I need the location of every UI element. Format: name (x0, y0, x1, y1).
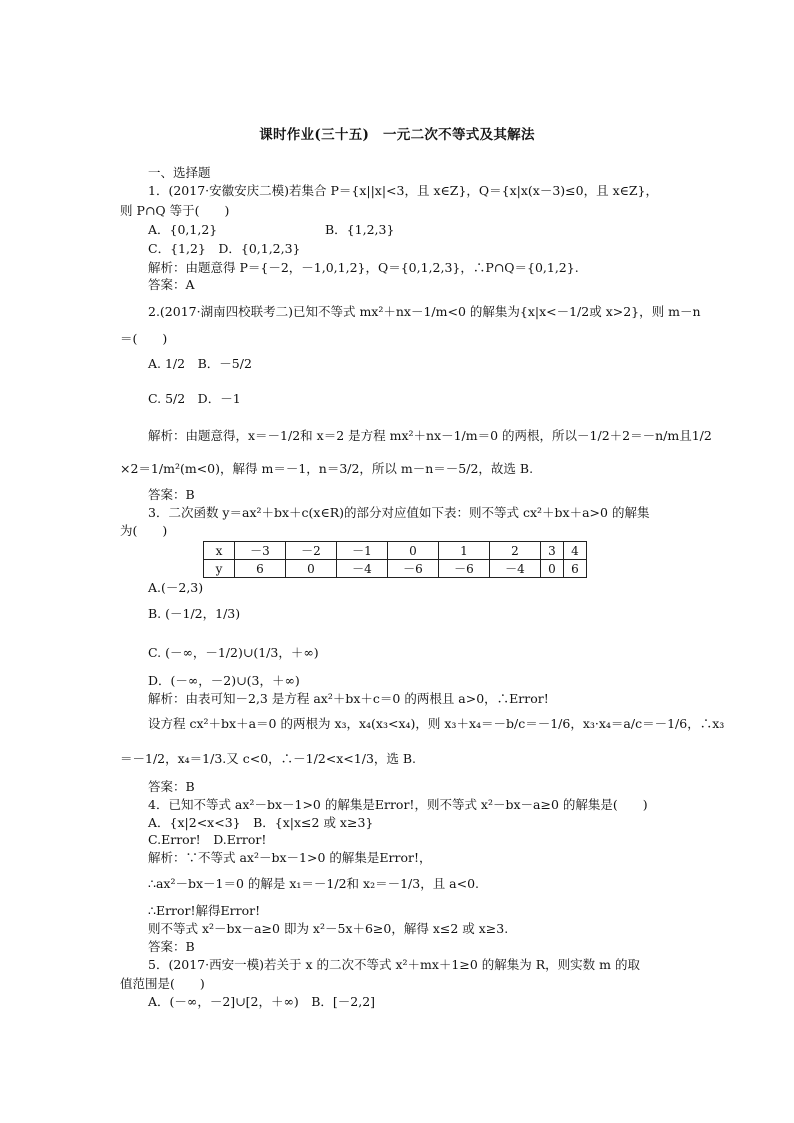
q3-analysis-2: 设方程 cx²＋bx＋a＝0 的两根为 x₃，x₄(x₃<x₄)，则 x₃＋x₄＝－b/c＝－1/6，x₃·x₄＝a/c＝－1/6，∴x₃ (148, 716, 725, 731)
q1-option-cd: C．{1,2} D．{0,1,2,3} (148, 241, 301, 256)
q3-option-c: C. (－∞，－1/2)∪(1/3，＋∞) (148, 645, 319, 660)
table-cell: 4 (564, 542, 587, 560)
table-cell: 0 (541, 560, 564, 578)
q3-value-table (203, 541, 587, 578)
q4-analysis-3: ∴Error!解得Error! (148, 903, 261, 918)
table-cell: －3 (235, 542, 286, 560)
table-cell: －1 (337, 542, 388, 560)
q3-analysis-3: ＝－1/2，x₄＝1/3.又 c<0，∴－1/2<x<1/3，选 B. (120, 751, 417, 766)
q5-stem-cont: 值范围是( ) (120, 976, 205, 991)
section-heading: 一、选择题 (148, 165, 211, 180)
x-header-cell: x (204, 542, 235, 560)
table-cell: 3 (541, 542, 564, 560)
table-cell: －4 (337, 560, 388, 578)
page-title: 课时作业(三十五) 一元二次不等式及其解法 (259, 127, 535, 143)
q3-option-d: D．(－∞，－2)∪(3，＋∞) (148, 673, 300, 688)
q3-analysis: 解析：由表可知－2,3 是方程 ax²＋bx＋c＝0 的两根且 a>0，∴Error! (148, 691, 549, 706)
q3-stem-cont: 为( ) (120, 523, 168, 538)
q1-stem-cont: 则 P∩Q 等于( ) (120, 203, 230, 218)
table-cell: 1 (439, 542, 490, 560)
q3-option-a: A.(－2,3) (148, 580, 204, 595)
y-header-cell: y (204, 560, 235, 578)
q4-option-cd: C.Error! D.Error! (148, 832, 267, 847)
q3-option-b: B. (－1/2，1/3) (148, 606, 241, 621)
q5-option-ab: A．(－∞，－2]∪[2，＋∞) B．[－2,2] (148, 994, 376, 1009)
q2-option-cd: C. 5/2 D．－1 (148, 391, 241, 406)
q4-analysis-4: 则不等式 x²－bx－a≥0 即为 x²－5x＋6≥0，解得 x≤2 或 x≥3. (148, 921, 509, 936)
table-cell: 6 (564, 560, 587, 578)
q2-analysis-cont: ×2＝1/m²(m<0)，解得 m＝－1，n＝3/2，所以 m－n＝－5/2，故选 B. (120, 461, 534, 476)
table-cell: －6 (439, 560, 490, 578)
table-row-y (204, 560, 587, 578)
table-cell: 2 (490, 542, 541, 560)
q2-analysis: 解析：由题意得，x＝－1/2和 x＝2 是方程 mx²＋nx－1/m＝0 的两根，所以－1/2＋2＝－n/m且1/2 (148, 428, 712, 443)
q2-stem: 2.(2017·湖南四校联考二)已知不等式 mx²＋nx－1/m<0 的解集为{x|x<－1/2或 x>2}，则 m－n (148, 304, 701, 319)
table-cell: 0 (388, 542, 439, 560)
q1-answer: 答案：A (148, 277, 195, 292)
q2-stem-cont: ＝( ) (120, 331, 168, 346)
q1-option-a: A．{0,1,2} (148, 222, 218, 237)
q3-stem: 3．二次函数 y＝ax²＋bx＋c(x∈R)的部分对应值如下表：则不等式 cx²＋bx＋a>0 的解集 (148, 505, 650, 520)
q4-analysis-2: ∴ax²－bx－1＝0 的解是 x₁＝－1/2和 x₂＝－1/3，且 a<0. (148, 876, 480, 891)
q3-answer: 答案：B (148, 779, 195, 794)
table-cell: －4 (490, 560, 541, 578)
q2-option-ab: A. 1/2 B．－5/2 (148, 356, 252, 371)
q1-option-b: B．{1,2,3} (325, 222, 395, 237)
q4-stem: 4．已知不等式 ax²－bx－1>0 的解集是Error!，则不等式 x²－bx－a≥0 的解集是( ) (148, 797, 648, 812)
table-cell: 0 (286, 560, 337, 578)
q1-analysis: 解析：由题意得 P＝{－2，－1,0,1,2}，Q＝{0,1,2,3}，∴P∩Q＝{0,1,2}. (148, 260, 579, 275)
q4-option-ab: A．{x|2<x<3} B．{x|x≤2 或 x≥3} (148, 815, 374, 830)
table-cell: －2 (286, 542, 337, 560)
q1-stem: 1．(2017·安徽安庆二模)若集合 P＝{x||x|<3，且 x∈Z}，Q＝{x|x(x－3)≤0，且 x∈Z}， (148, 183, 659, 198)
q5-stem: 5．(2017·西安一模)若关于 x 的二次不等式 x²＋mx＋1≥0 的解集为 R，则实数 m 的取 (148, 957, 640, 972)
q4-analysis: 解析：∵不等式 ax²－bx－1>0 的解集是Error!， (148, 850, 432, 865)
table-cell: 6 (235, 560, 286, 578)
q2-answer: 答案：B (148, 487, 195, 502)
table-cell: －6 (388, 560, 439, 578)
table-row-x (204, 542, 587, 560)
q4-answer: 答案：B (148, 939, 195, 954)
